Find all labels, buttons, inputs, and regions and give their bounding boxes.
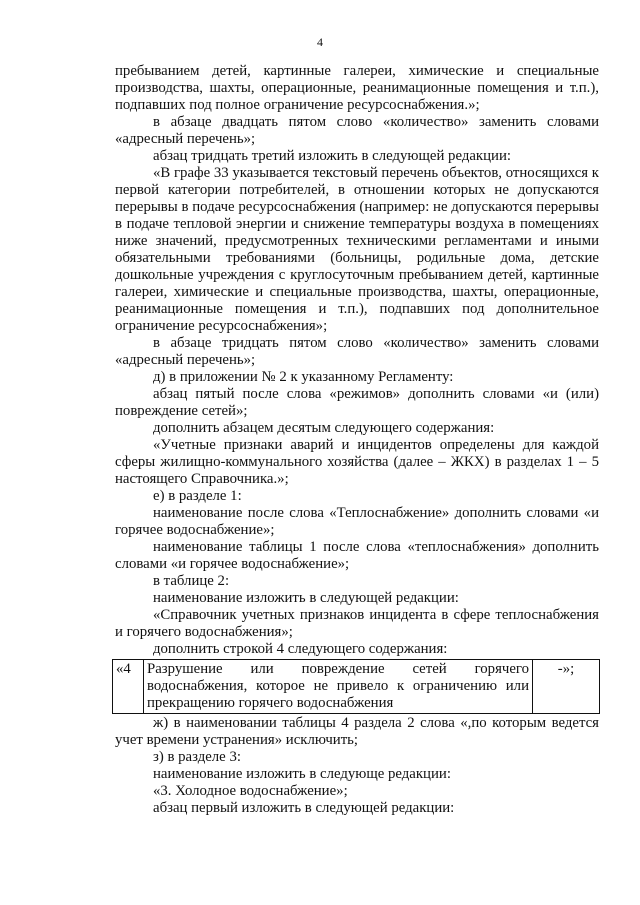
paragraph: «Справочник учетных признаков инцидента в сфере теплоснабжения и горячего водоснабжения»; <box>115 607 599 640</box>
paragraph: дополнить абзацем десятым следующего содержания: <box>153 420 495 436</box>
paragraph: наименование после слова «Теплоснабжение» дополнить словами «и горячее водоснабжение»; <box>115 505 599 538</box>
paragraph: д) в приложении № 2 к указанному Регламенту: <box>153 369 454 385</box>
paragraph: абзац пятый после слова «режимов» дополнить словами «и (или) повреждение сетей»; <box>115 386 599 419</box>
page-number: 4 <box>317 35 323 49</box>
row-description-cell: Разрушение или повреждение сетей горячего водоснабжения, которое не привело к ограничению или прекращению горячего водоснабжения <box>144 660 533 714</box>
paragraph: в абзаце двадцать пятом слово «количество» заменить словами «адресный перечень»; <box>115 114 599 147</box>
amendment-table <box>112 659 600 714</box>
paragraph: ж) в наименовании таблицы 4 раздела 2 слова «,по которым ведется учет времени устранения» исключить; <box>115 715 599 748</box>
paragraph: наименование таблицы 1 после слова «теплоснабжения» дополнить словами «и горячее водоснабжение»; <box>115 539 599 572</box>
row-value-cell: -»; <box>533 660 600 714</box>
paragraph: «3. Холодное водоснабжение»; <box>153 783 348 799</box>
paragraph: пребыванием детей, картинные галереи, химические и специальные производства, шахты, операционные, реанимационные помещения и т.п.), подпавших под полное ограничение ресурсоснабжения.»; <box>115 63 599 113</box>
row-number-cell: «4 <box>113 660 144 714</box>
paragraph: е) в разделе 1: <box>153 488 242 504</box>
paragraph: «Учетные признаки аварий и инцидентов определены для каждой сферы жилищно-коммунального хозяйства (далее – ЖКХ) в разделах 1 – 5 настоящего Справочника.»; <box>115 437 599 487</box>
paragraph: дополнить строкой 4 следующего содержания: <box>153 641 448 657</box>
paragraph: з) в разделе 3: <box>153 749 241 765</box>
paragraph: «В графе 33 указывается текстовый перечень объектов, относящихся к первой категории потребителей, в отношении которых не допускаются перерывы в подаче ресурсоснабжения (например: не допускаются перерывы в подаче тепловой энергии и снижение температуры воздуха в помещениях ниже значений, предусмотренных техническими регламентами и иными обязательными требованиями (больницы, родильные дома, детские дошкольные учреждения с круглосуточным пребыванием детей, картинные галереи, химические и специальные производства, шахты, операционные, реанимационные помещения и т.п.), подпавших под дополнительное ограничение ресурсоснабжения»; <box>115 165 599 334</box>
paragraph: абзац тридцать третий изложить в следующей редакции: <box>153 148 511 164</box>
paragraph: абзац первый изложить в следующей редакции: <box>153 800 455 816</box>
paragraph: наименование изложить в следующей редакции: <box>153 590 459 606</box>
document-body <box>115 63 599 817</box>
paragraph: наименование изложить в следующе редакции: <box>153 766 451 782</box>
table-row <box>113 660 600 714</box>
paragraph: в таблице 2: <box>153 573 230 589</box>
paragraph: в абзаце тридцать пятом слово «количество» заменить словами «адресный перечень»; <box>115 335 599 368</box>
